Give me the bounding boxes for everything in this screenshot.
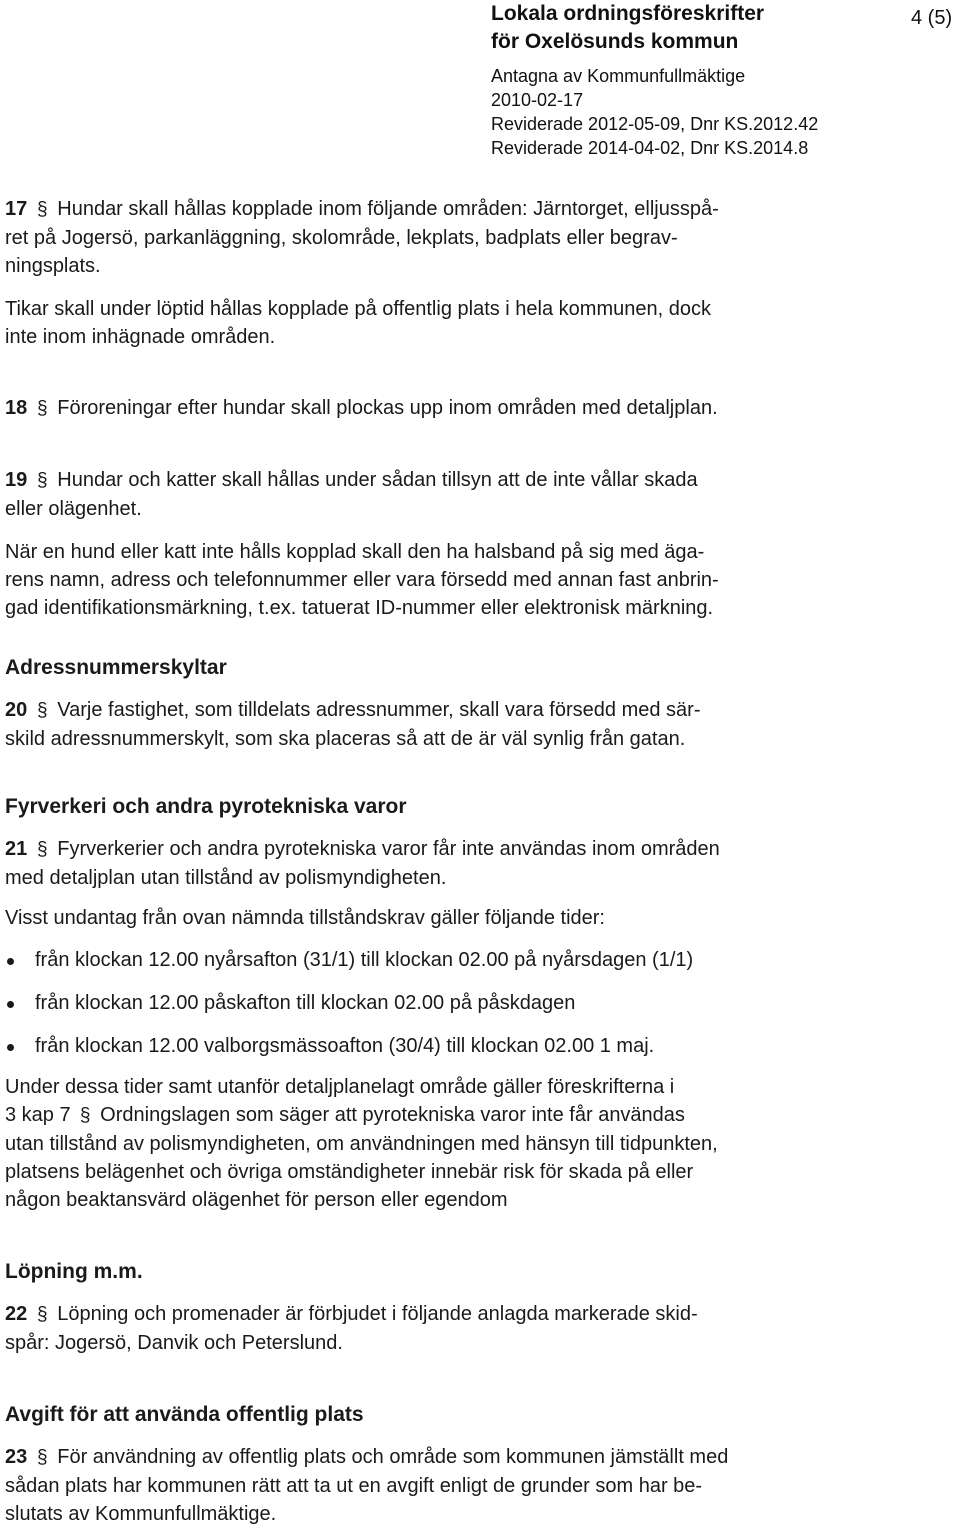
heading-running: Löpning m.m. [5, 1260, 143, 1283]
section-18 [5, 394, 845, 423]
section-number: 17 [5, 198, 28, 220]
section-number: 23 [5, 1446, 28, 1468]
document-header [491, 0, 818, 160]
document-body [5, 195, 845, 1528]
heading-fee: Avgift för att använda offentlig plats [5, 1403, 364, 1426]
section-text: Varje fastighet, som tilldelats adressnummer, skall vara försedd med sär- [57, 699, 701, 721]
section-line: slutats av Kommunfullmäktige. [5, 1503, 277, 1525]
section-number: 18 [5, 397, 28, 419]
section-19 [5, 466, 845, 622]
list-item-text: från klockan 12.00 påskafton till klockan 02.00 på påskdagen [35, 992, 576, 1014]
heading-address-signs: Adressnummerskyltar [5, 656, 227, 679]
section-line: Tikar skall under löptid hållas kopplade på offentlig plats i hela kommunen, dock [5, 298, 711, 320]
section-line [5, 835, 845, 864]
bullet-icon [7, 1044, 14, 1051]
section-number: 21 [5, 838, 28, 860]
section-line: ningsplats. [5, 255, 101, 277]
list-item [5, 946, 845, 974]
section-text: Fyrverkerier och andra pyrotekniska varor får inte användas inom områden [57, 838, 720, 860]
section-line: med detaljplan utan tillstånd av polismyndigheten. [5, 867, 447, 889]
exception-list [5, 946, 845, 1060]
bullet-icon [7, 1001, 14, 1008]
exception-intro: Visst undantag från ovan nämnda tillståndskrav gäller följande tider: [5, 907, 605, 929]
section-text: Hundar skall hållas kopplade inom följande områden: Järntorget, elljusspå- [57, 198, 719, 220]
section-text: 3 kap 7 [5, 1104, 71, 1126]
header-revision-1: Reviderade 2012-05-09, Dnr KS.2012.42 [491, 114, 819, 134]
section-line: eller olägenhet. [5, 498, 142, 520]
section-line [5, 696, 845, 725]
section-number: 19 [5, 469, 28, 491]
section-text: Ordningslagen som säger att pyrotekniska varor inte får användas [100, 1104, 685, 1126]
section-text: För användning av offentlig plats och område som kommunen jämställt med [57, 1446, 729, 1468]
section-line [5, 466, 845, 495]
section-line: platsens belägenhet och övriga omständigheter innebär risk för skada på eller [5, 1161, 694, 1183]
section-sign-icon: § [36, 1304, 48, 1325]
bullet-icon [7, 958, 14, 965]
section-line: spår: Jogersö, Danvik och Peterslund. [5, 1332, 343, 1354]
section-line: skild adressnummerskylt, som ska placeras så att de är väl synlig från gatan. [5, 728, 686, 750]
section-line [5, 394, 845, 423]
section-line: inte inom inhägnade områden. [5, 326, 276, 348]
section-sign-icon: § [36, 1447, 48, 1468]
section-20 [5, 696, 845, 753]
section-number: 22 [5, 1303, 28, 1325]
list-item-text: från klockan 12.00 nyårsafton (31/1) till klockan 02.00 på nyårsdagen (1/1) [35, 949, 694, 971]
section-line: rens namn, adress och telefonnummer eller vara försedd med annan fast anbrin- [5, 569, 719, 591]
section-line [5, 1300, 845, 1329]
section-22 [5, 1300, 845, 1357]
section-text: Hundar och katter skall hållas under sådan tillsyn att de inte vållar skada [57, 469, 698, 491]
header-title-line-2: för Oxelösunds kommun [491, 30, 739, 53]
list-item [5, 1032, 845, 1060]
list-item-text: från klockan 12.00 valborgsmässoafton (30/4) till klockan 02.00 1 maj. [35, 1035, 655, 1057]
header-revision-2: Reviderade 2014-04-02, Dnr KS.2014.8 [491, 138, 809, 158]
section-text: Föroreningar efter hundar skall plockas upp inom områden med detaljplan. [57, 397, 718, 419]
section-text: Löpning och promenader är förbjudet i följande anlagda markerade skid- [57, 1303, 698, 1325]
section-line: Under dessa tider samt utanför detaljplanelagt område gäller föreskrifterna i [5, 1076, 675, 1098]
section-line: När en hund eller katt inte hålls kopplad skall den ha halsband på sig med äga- [5, 541, 705, 563]
section-number: 20 [5, 699, 28, 721]
section-sign-icon: § [36, 839, 48, 860]
section-line: utan tillstånd av polismyndigheten, om användningen med hänsyn till tidpunkten, [5, 1133, 718, 1155]
section-line [5, 1443, 845, 1472]
section-sign-icon: § [36, 199, 48, 220]
section-line: ret på Jogersö, parkanläggning, skolområde, lekplats, badplats eller begrav- [5, 227, 678, 249]
header-adopted-date: 2010-02-17 [491, 90, 584, 110]
section-sign-icon: § [36, 700, 48, 721]
section-sign-icon: § [36, 398, 48, 419]
section-line: någon beaktansvärd olägenhet för person eller egendom [5, 1189, 508, 1211]
heading-fireworks: Fyrverkeri och andra pyrotekniska varor [5, 795, 407, 818]
section-sign-icon: § [79, 1105, 91, 1126]
section-23 [5, 1443, 845, 1528]
section-line: gad identifikationsmärkning, t.ex. tatuerat ID-nummer eller elektronisk märkning. [5, 597, 714, 619]
list-item [5, 989, 845, 1017]
header-adopted: Antagna av Kommunfullmäktige [491, 66, 746, 86]
section-line [5, 195, 845, 224]
section-sign-icon: § [36, 470, 48, 491]
section-line [5, 1101, 845, 1130]
page-number: 4 (5) [911, 7, 953, 29]
header-title-line-1: Lokala ordningsföreskrifter [491, 2, 765, 25]
section-17 [5, 195, 845, 351]
section-21 [5, 835, 845, 1214]
section-line: sådan plats har kommunen rätt att ta ut en avgift enligt de grunder som har be- [5, 1475, 703, 1497]
